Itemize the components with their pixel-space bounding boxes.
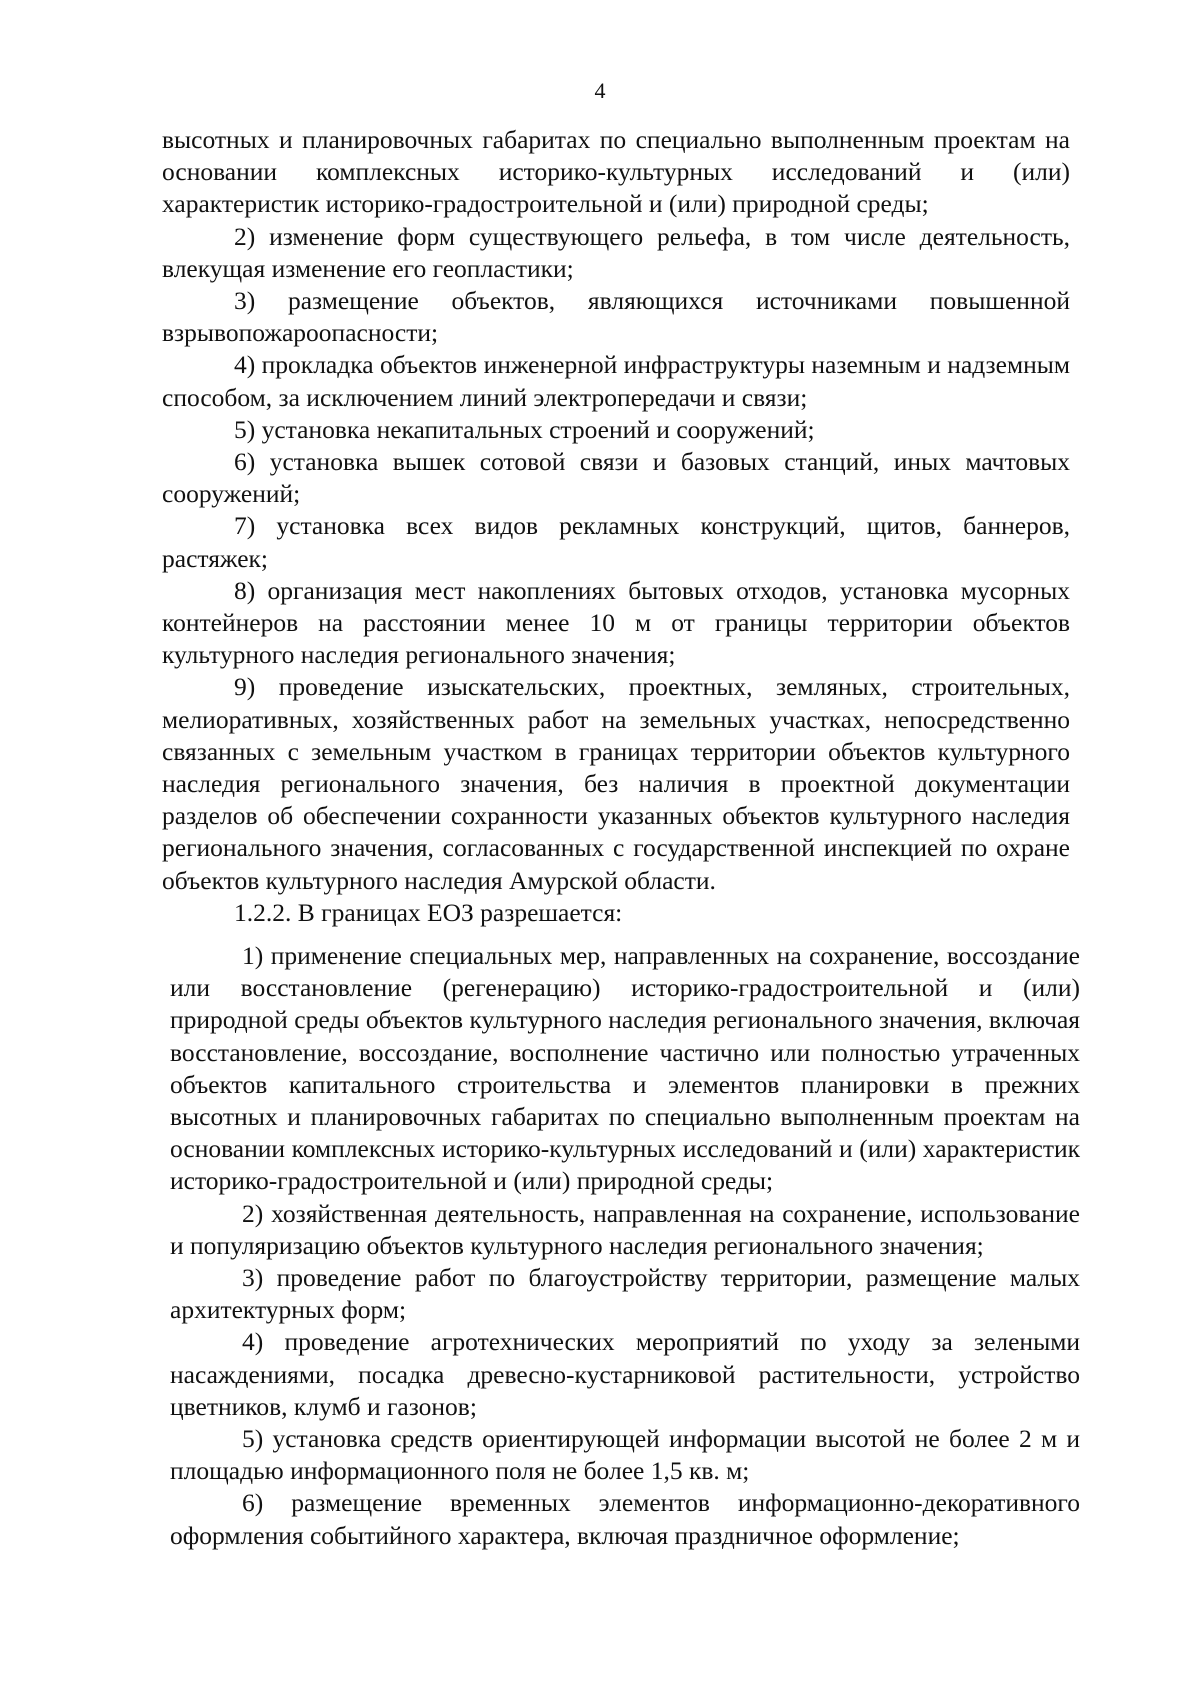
paragraph-continuation: высотных и планировочных габаритах по специально выполненным проектам на основании комплексных историко-культурных исследований и (или) характеристик историко-градостроительной и (или) природной среды;: [162, 125, 1070, 219]
section-heading-1-2-2: 1.2.2. В границах ЕОЗ разрешается:: [234, 897, 623, 927]
paragraph-item-7: 7) установка всех видов рекламных конструкций, щитов, баннеров, растяжек;: [162, 511, 1070, 573]
text-block-permissions: [170, 940, 1080, 1552]
permission-item-2: 2) хозяйственная деятельность, направленная на сохранение, использование и популяризацию объектов культурного наследия регионального значения;: [170, 1198, 1080, 1260]
paragraph-item-3: 3) размещение объектов, являющихся источниками повышенной взрывопожароопасности;: [162, 286, 1070, 348]
permission-item-3: 3) проведение работ по благоустройству территории, размещение малых архитектурных форм;: [170, 1263, 1080, 1325]
paragraph-item-2: 2) изменение форм существующего рельефа, в том числе деятельность, влекущая изменение его геопластики;: [162, 221, 1070, 283]
permission-item-5: 5) установка средств ориентирующей информации высотой не более 2 м и площадью информационного поля не более 1,5 кв. м;: [170, 1424, 1080, 1486]
paragraph-item-9: 9) проведение изыскательских, проектных, земляных, строительных, мелиоративных, хозяйственных работ на земельных участках, непосредственно связанных с земельным участком в границах территории объектов культурного наследия регионального значения, без наличия в проектной документации разделов об обеспечении сохранности указанных объектов культурного наследия регионального значения, согласованных с государственной инспекцией по охране объектов культурного наследия Амурской области.: [162, 672, 1070, 895]
text-block-prohibitions: [162, 124, 1070, 929]
permission-item-6: 6) размещение временных элементов информационно-декоративного оформления событийного характера, включая праздничное оформление;: [170, 1488, 1080, 1550]
permission-item-1: 1) применение специальных мер, направленных на сохранение, воссоздание или восстановление (регенерацию) историко-градостроительной и (или) природной среды объектов культурного наследия регионального значения, включая восстановление, воссоздание, восполнение частично или полностью утраченных объектов капитального строительства и элементов планировки в прежних высотных и планировочных габаритах по специально выполненным проектам на основании комплексных историко-культурных исследований и (или) характеристик историко-градостроительной и (или) природной среды;: [170, 941, 1080, 1196]
paragraph-item-4: 4) прокладка объектов инженерной инфраструктуры наземным и надземным способом, за исключением линий электропередачи и связи;: [162, 350, 1070, 412]
paragraph-item-8: 8) организация мест накоплениях бытовых отходов, установка мусорных контейнеров на расстоянии менее 10 м от границы территории объектов культурного наследия регионального значения;: [162, 575, 1070, 670]
permission-item-4: 4) проведение агротехнических мероприятий по уходу за зелеными насаждениями, посадка древесно-кустарниковой растительности, устройство цветников, клумб и газонов;: [170, 1327, 1080, 1421]
page-number: 4: [594, 78, 606, 103]
paragraph-item-5: 5) установка некапитальных строений и сооружений;: [234, 414, 815, 444]
paragraph-item-6: 6) установка вышек сотовой связи и базовых станций, иных мачтовых сооружений;: [162, 447, 1070, 509]
